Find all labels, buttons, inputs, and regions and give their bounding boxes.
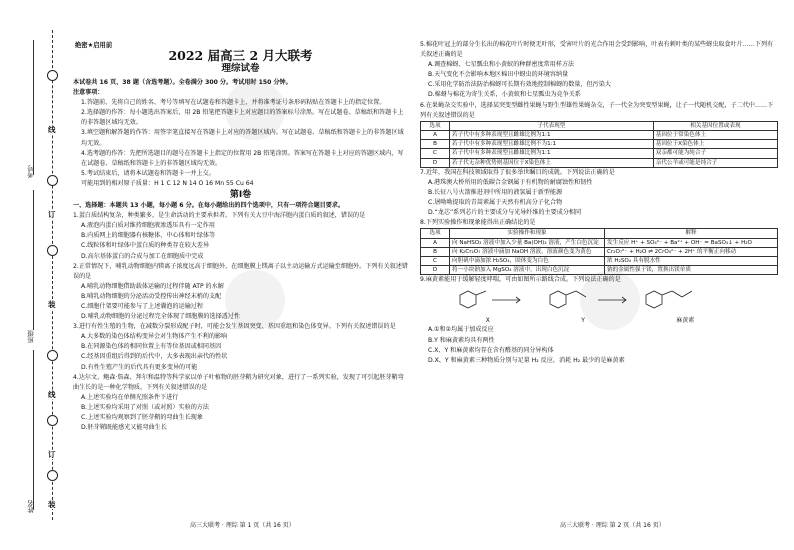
option: A.①和②均属于加成反应 xyxy=(428,326,494,334)
table-cell: 双亲都可能为纯合子 xyxy=(653,149,777,158)
class-label: 班级 xyxy=(27,330,35,343)
table-row xyxy=(421,256,778,265)
table-header: 选项 xyxy=(421,229,450,238)
option: D.棉蚜与棉花为寄生关系，小黄蚁和七星瓢虫为竞争关系 xyxy=(428,91,581,99)
question-2: 2.正常情况下，哺乳动物细胞内镁离子浓度远高于细胞外，在细胞膜上镁离子以主动运输方式运输至细胞外。下列有关叙述错误的是 xyxy=(73,262,408,280)
option: C.屠呦呦提取的青蒿素属于天然有机高分子化合物 xyxy=(428,199,563,207)
part-instructions: 一、选择题：本题共 13 小题，每小题 6 分。在每小题给出的四个选项中，只有一项符合题目要求。 xyxy=(73,202,345,210)
exam-intro: 本试卷共 16 页，38 题（含选考题）。全卷满分 300 分。考试用时 150 分钟。 xyxy=(73,79,292,86)
table-cell: Cr₂O₇²⁻ + H₂O ⇌ 2CrO₄²⁻ + 2H⁺ 的平衡正向移动 xyxy=(605,247,778,256)
option: B.长征八号火箭推进剂中所用的液氢属于新型能源 xyxy=(428,188,563,196)
compound-label: 麻黄素 xyxy=(676,317,695,325)
table-cell: 向 NaHSO₃ 溶液中加入少量 Ba(OH)₂ 溶液，产生白色沉淀 xyxy=(450,238,605,247)
note-item: 3.填空题和解答题的作答：用签字笔直接写在答题卡上对应的答题区域内。写在试题卷、草稿纸和答题卡上的非答题区域均无效。 xyxy=(81,129,404,147)
table-header: 选项 xyxy=(421,121,450,130)
table-header: 子代表现型 xyxy=(450,121,654,130)
section-heading: 第Ⅰ卷 xyxy=(229,190,252,201)
seal-dashed-line xyxy=(52,30,53,520)
synthesis-route xyxy=(440,287,740,317)
question-5: 5.棉花叶冠上的部分生长出的棉花叶片时便无叶形，受害叶片的光合作用会受到影响，叶表有刺叶类的某些蚜虫取食叶片……下列有关叙述正确的是 xyxy=(420,41,774,59)
compound-label: X xyxy=(485,317,490,325)
question-7: 7.近年，我国在科技领域取得了很多举世瞩目的成就。下列说法正确的是 xyxy=(420,168,615,176)
note-item: 2.选择题的作答：每小题选出答案后，用 2B 铅笔把答题卡上对应题目的答案标号涂黑。写在试题卷、草稿纸和答题卡上的非答题区域均无效。 xyxy=(81,109,404,127)
table-cell: 若子代中有多种表现型且雌雄比例不为1:1 xyxy=(450,140,654,149)
table-cell: 若子代中有多种表现型且雌雄比例为1:1 xyxy=(450,149,654,158)
page-2 xyxy=(420,40,778,366)
option: A.大多数的染色体结构变异会对生物体产生不利的影响 xyxy=(81,333,228,341)
option: D.X、Y 和麻黄素三种物质分别与足量 H₂ 反应，消耗 H₂ 最少的是麻黄素 xyxy=(428,356,625,364)
page-1-footer: 高三大联考 · 理综 第 1 页（共 16 页） xyxy=(190,522,295,529)
table-row xyxy=(421,158,778,167)
seal-circle xyxy=(47,350,58,361)
seal-char: 装 xyxy=(48,300,56,309)
q6-table xyxy=(420,121,778,168)
table-header-row xyxy=(421,229,778,238)
option: C.上述实验均观察到了胚芽鞘的弯曲生长现象 xyxy=(81,414,203,421)
table-cell: 基因位于X染色体上 xyxy=(653,140,777,149)
table-row xyxy=(421,140,778,149)
table-cell: 将一小块钠加入 MgSO₄ 溶液中，出现白色沉淀 xyxy=(450,266,605,275)
name-label: 姓名 xyxy=(27,500,35,513)
option: B.在同源染色体的相同位置上有等位基因或相同基因 xyxy=(81,343,222,351)
number-label: 考号 xyxy=(27,165,35,178)
table-row xyxy=(421,266,778,275)
seal-char: 线 xyxy=(48,125,56,134)
option: D.胚芽鞘既能感光又能弯曲生长 xyxy=(81,424,167,432)
reaction-scheme-icon xyxy=(440,287,740,317)
seal-circle xyxy=(47,245,58,256)
option: A.哺乳动物细胞借助载体运输的过程伴随 ATP 的水解 xyxy=(81,282,224,290)
table-cell: A xyxy=(421,238,450,247)
table-header: 相关基因位置或表现 xyxy=(653,121,777,130)
number-line xyxy=(33,350,34,510)
question-6: 6.在果蝇杂交实验中，选择某突变型雌性果蝇与野生型雄性果蝇杂交，子一代全为突变型果蝇，让子一代随机交配，子二代中……下列有关叙述错误的是 xyxy=(420,101,774,119)
option: C.采用化学防治法防治棉蚜可长期有效地控制棉蚜的数量，但污染大 xyxy=(428,81,611,89)
note-item: 可能用到的相对原子质量：H 1 C 12 N 14 O 16 Mn 55 Cu 64 xyxy=(81,179,254,187)
question-4: 4.达尔文、鲍森·詹森、拜尔和温特等科学家以单子叶植物的胚芽鞘为研究对象，进行了一系列实验，发现了可引起胚芽鞘弯曲生长的是一种化学物质。下列有关叙述错误的是 xyxy=(73,373,404,391)
option: B.内质网上的细胞器有核糖体、中心体和叶绿体等 xyxy=(81,232,216,240)
notes-title: 注意事项： xyxy=(73,89,104,97)
table-cell: 向 K₂Cr₂O₇ 溶液中滴加 NaOH 溶液，溶液颜色变为黄色 xyxy=(450,247,605,256)
table-cell: B xyxy=(421,247,450,256)
table-cell: 浓 H₂SO₄ 具有脱水性 xyxy=(605,256,778,265)
option: D.哺乳动物细胞的分泌过程完全体现了细胞膜的选择透过性 xyxy=(81,313,240,321)
q8-table xyxy=(420,228,778,275)
seal-char: 订 xyxy=(48,450,56,459)
table-header: 解释 xyxy=(605,229,778,238)
table-row xyxy=(421,149,778,158)
option: B.天气变化不会影响本地区棉田中蚜虫的环境容纳量 xyxy=(428,71,569,79)
seal-char: 线 xyxy=(48,390,56,399)
seal-circle xyxy=(47,470,58,481)
compound-labels xyxy=(440,317,740,325)
note-item: 4.选考题的作答：先把所选题目的题号在答题卡上指定的位置用 2B 铅笔涂黑。答案写在答题卡上对应的答题区域内，写在试题卷、草稿纸和答题卡上的非答题区域均无效。 xyxy=(81,149,404,167)
table-cell: 若子代中有多种表现型且雌雄比例为1:1 xyxy=(450,130,654,139)
seal-circle xyxy=(47,415,58,426)
option: D.有性生殖产生的后代具有更多变异的可能 xyxy=(81,363,198,371)
table-cell: 亲代公羊或可能是纯合子 xyxy=(653,158,777,167)
table-cell: B xyxy=(421,140,450,149)
table-cell: D xyxy=(421,266,450,275)
table-cell: C xyxy=(421,149,450,158)
table-row xyxy=(421,130,778,139)
seal-circle xyxy=(47,70,58,81)
compound-label: Y xyxy=(581,317,585,325)
table-row xyxy=(421,247,778,256)
note-item: 5.考试结束后，请将本试题卷和答题卡一并上交。 xyxy=(81,169,215,177)
name-line xyxy=(33,40,34,175)
confidential-mark: 绝密★启用前 xyxy=(75,42,113,49)
table-header: 实验操作和现象 xyxy=(450,229,605,238)
table-cell: 向胆矾中滴加浓 H₂SO₄，固体变为白色 xyxy=(450,256,605,265)
option: C.线粒体和叶绿体中蛋白质的种类存在较大差异 xyxy=(81,242,210,250)
seal-circle xyxy=(47,175,58,186)
page-1 xyxy=(73,38,408,433)
option: D.“龙芯”系列芯片的主要成分与光导纤维的主要成分相同 xyxy=(428,209,582,217)
option: C.经基因重组后得到的后代中，大多表现出亲代的性状 xyxy=(81,353,228,361)
option: B.哺乳动物细胞的分泌活动受控传出神经末梢的支配 xyxy=(81,292,222,300)
class-line xyxy=(33,190,34,330)
option: D.高尔基体蛋白的合成与加工在细胞质中完成 xyxy=(81,252,204,260)
question-9: 9.麻黄素能用于缓解轻度哮喘，可由如图所示路线合成。下列说法正确的是 xyxy=(420,276,621,284)
option: A.港珠澳大桥所用的低碳合金钢属于有机物的耐腐蚀性和韧性 xyxy=(428,178,593,186)
table-row xyxy=(421,238,778,247)
table-cell: A xyxy=(421,130,450,139)
table-cell: 基因位于常染色体上 xyxy=(653,130,777,139)
note-item: 1.答题前，先将自己的姓名、考号等填写在试题卷和答题卡上，并将准考证号条形码粘贴在答题卡上的指定位置。 xyxy=(81,99,386,107)
question-1: 1.蛋白质结构复杂，种类繁多，是生命活动的主要承担者。下列有关大豆中海洋胞内蛋白质的叙述，错误的是 xyxy=(73,212,366,220)
option: A.液泡内蛋白质对维持细胞液渗透压具有一定作用 xyxy=(81,222,215,230)
table-cell: 若子代无杂种优势则基因位于X染色体上 xyxy=(450,158,654,167)
question-3: 3.进行有性生殖的生物，在减数分裂形成配子时，可能会发生基因突变、基因重组和染色体变异。下列有关叙述错误的是 xyxy=(73,323,396,331)
option: A.调查棉蚜、七星瓢虫和小黄蚁的种群密度常用样方法 xyxy=(428,61,575,69)
exam-title: 2022 届高三 2 月大联考 xyxy=(168,48,313,63)
seal-char: 订 xyxy=(48,210,56,219)
table-cell: D xyxy=(421,158,450,167)
table-cell: 发生反应 H⁺ + SO₄²⁻ + Ba²⁺ + OH⁻ = BaSO₄↓ + H₂O xyxy=(605,238,778,247)
table-cell: 钠的金属性强于镁，置换出镁单质 xyxy=(605,266,778,275)
question-8: 8.下列实验操作和现象能得出正确结论的是 xyxy=(420,219,536,227)
table-header-row xyxy=(421,121,778,130)
page-2-footer: 高三大联考 · 理综 第 2 页（共 16 页） xyxy=(560,522,665,529)
option: A.上述实验均在单侧光照条件下进行 xyxy=(81,393,179,401)
option: B.上述实验均采用了对照（或对照）实验的方法 xyxy=(81,403,209,411)
option: C.细胞什架要可能参与了上述囊泡的运输过程 xyxy=(81,302,203,310)
exam-subtitle: 理综试卷 xyxy=(221,63,260,74)
option: B.Y 和麻黄素均具有两性 xyxy=(428,336,495,344)
binding-strip xyxy=(8,30,68,520)
table-cell: C xyxy=(421,256,450,265)
seal-char: 装 xyxy=(48,500,56,509)
option: C.X、Y 和麻黄素均存在含有醛基的同分异构体 xyxy=(428,346,554,354)
